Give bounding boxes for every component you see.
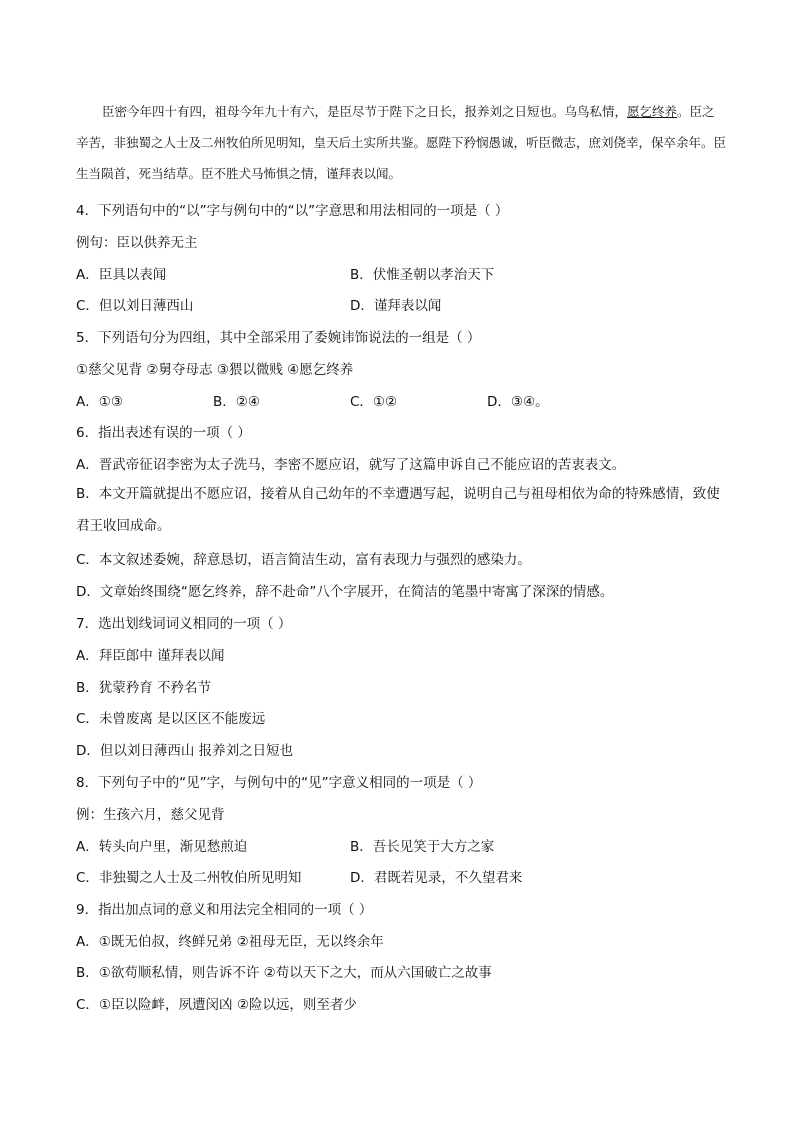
q5-option-d[interactable]: D．③④。 (487, 394, 549, 410)
q8-stem: 8．下列句子中的“见”字，与例句中的“见”字意义相同的一项是（ ） (76, 775, 482, 791)
passage-text-1: 臣密今年四十有四，祖母今年九十有六，是臣尽节于陛下之日长，报养刘之日短也。乌鸟私情， (102, 104, 628, 119)
q6-option-a[interactable]: A．晋武帝征诏李密为太子洗马，李密不愿应诏，就写了这篇申诉自己不能应诏的苦衷表文。 (76, 457, 626, 473)
q4-example: 例句：臣以供养无主 (76, 235, 198, 251)
q9-option-b[interactable]: B．①欲苟顺私情，则告诉不许 ②苟以天下之大，而从六国破亡之故事 (76, 965, 492, 981)
q6-option-c[interactable]: C．本文叙述委婉，辞意恳切，语言简洁生动，富有表现力与强烈的感染力。 (76, 552, 531, 568)
passage-paragraph (76, 96, 726, 189)
q9-option-a[interactable]: A．①既无伯叔，终鲜兄弟 ②祖母无臣，无以终余年 (76, 934, 384, 950)
q8-options-row-1 (76, 835, 495, 855)
q4-stem: 4．下列语句中的“以”字与例句中的“以”字意思和用法相同的一项是（ ） (76, 203, 509, 219)
q4-option-a[interactable]: A．臣具以表闻 (76, 267, 167, 283)
q8-option-a[interactable]: A．转头向户里，渐见愁煎迫 (76, 839, 248, 855)
q5-option-a[interactable]: A．①③ (76, 394, 123, 410)
q7-option-b[interactable]: B．犹蒙矜育 不矜名节 (76, 680, 212, 696)
q6-stem: 6．指出表述有误的一项（ ） (76, 425, 251, 441)
q7-stem: 7．选出划线词词义相同的一项（ ） (76, 616, 292, 632)
q8-option-d[interactable]: D．君既若见录，不久望君来 (350, 870, 523, 886)
underlined-phrase: 愿乞终养 (627, 104, 678, 119)
q6-option-b[interactable]: B．本文开篇就提出不愿应诏，接着从自己幼年的不幸遭遇写起，说明自己与祖母相依为命的特殊感情，致使君王收回成命。 (76, 486, 720, 534)
q7-option-a[interactable]: A．拜臣郎中 谨拜表以闻 (76, 648, 225, 664)
q9-option-c[interactable]: C．①臣以险衅，夙遭闵凶 ②险以远，则至者少 (76, 997, 357, 1013)
q5-stem: 5．下列语句分为四组，其中全部采用了委婉讳饰说法的一组是（ ） (76, 330, 481, 346)
q7-option-d[interactable]: D．但以刘日薄西山 报养刘之日短也 (76, 743, 294, 759)
q4-option-b[interactable]: B．伏惟圣朝以孝治天下 (350, 267, 495, 283)
q4-options-row-1 (76, 263, 495, 283)
q5-option-b[interactable]: B．②④ (213, 394, 260, 410)
q5-option-c[interactable]: C．①② (350, 394, 398, 410)
passage-text-2: 。臣之辛苦，非独蜀之人士及二州牧伯所见明知，皇天后土实所共鉴。愿陛下矜悯愚诚，听臣微志，庶刘侥幸，保卒余年。臣生当陨首，死当结草。臣不胜犬马怖惧之情，谨拜表以闻。 (76, 104, 727, 181)
q4-option-c[interactable]: C．但以刘日薄西山 (76, 298, 194, 314)
q8-example: 例：生孩六月，慈父见背 (76, 807, 225, 823)
q9-stem: 9．指出加点词的意义和用法完全相同的一项（ ） (76, 902, 373, 918)
q5-items: ①慈父见背 ②舅夺母志 ③猥以微贱 ④愿乞终养 (76, 362, 354, 378)
q4-option-d[interactable]: D．谨拜表以闻 (350, 298, 442, 314)
q8-option-c[interactable]: C．非独蜀之人士及二州牧伯所见明知 (76, 870, 302, 886)
q6-option-d[interactable]: D．文章始终围绕“愿乞终养，辞不赴命”八个字展开，在简洁的笔墨中寄寓了深深的情感。 (76, 584, 614, 600)
q7-option-c[interactable]: C．未曾废离 是以区区不能废远 (76, 711, 266, 727)
passage (76, 96, 726, 189)
q8-option-b[interactable]: B．吾长见笑于大方之家 (350, 839, 495, 855)
q4-options-row-2 (76, 294, 442, 314)
q8-options-row-2 (76, 866, 523, 886)
